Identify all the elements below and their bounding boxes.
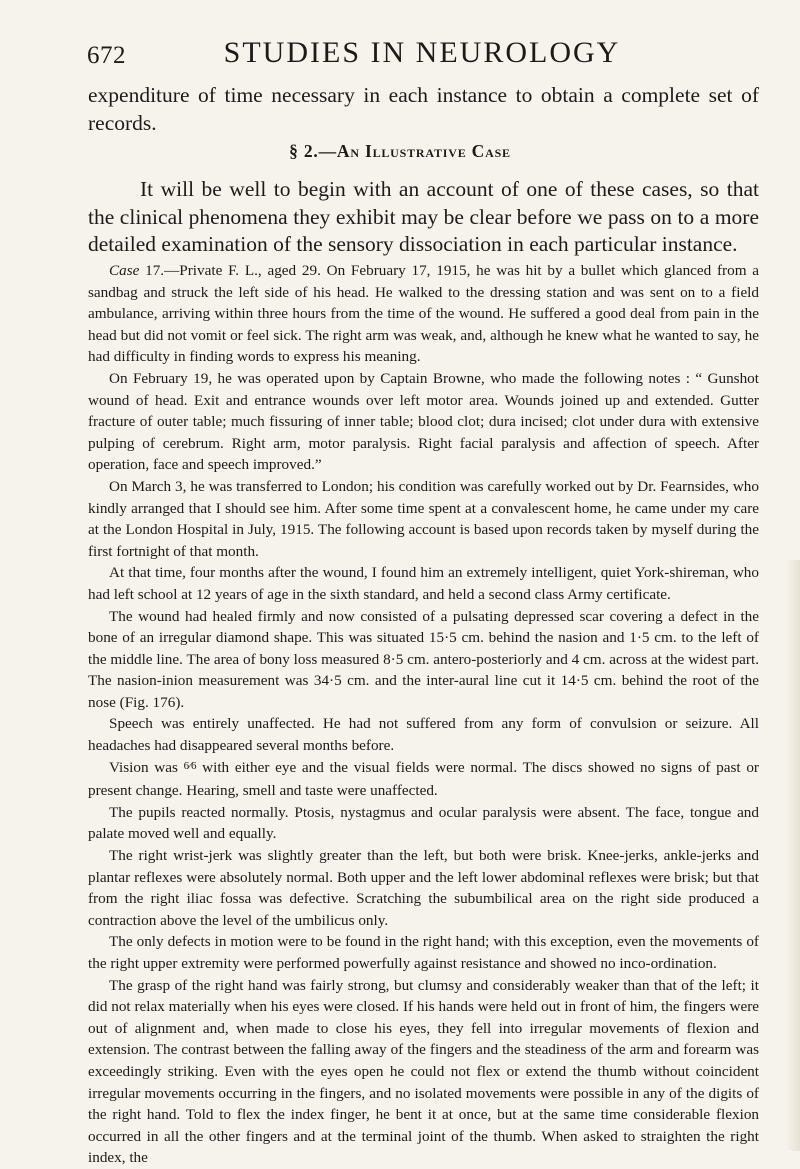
paragraph-patient: At that time, four months after the wound, I found him an extremely intelligent, quiet York-shireman, who had left school at 12 years of age in the sixth standard, and held a second class Army certificate. xyxy=(88,564,759,603)
paragraph-pupils: The pupils reacted normally. Ptosis, nystagmus and ocular paralysis were absent. The face, tongue and palate moved well and equally. xyxy=(88,803,759,843)
paragraph-wound: The wound had healed firmly and now consisted of a pulsating depressed scar covering a defect in the bone of an irregular diamond shape. This was situated 15·5 cm. behind the nasion and 1·5 cm. to the left of the middle line. The area of bony loss measured 8·5 cm. antero-posteriorly and 4 cm. across at the widest part. The nasion-inion measurement was 34·5 cm. and the inter-aural line cut it 14·5 cm. behind the root of the nose (Fig. 176). xyxy=(88,607,759,711)
lead-paragraph: It will be well to begin with an account of one of these cases, so that the clinical phenomena they exhibit may be clear before we pass on to a more detailed examination of the sensory dissociation in each particular instance. xyxy=(88,177,759,256)
running-title: STUDIES IN NEUROLOGY xyxy=(223,36,621,69)
section-title: An Illustrative Case xyxy=(336,141,511,161)
section-heading xyxy=(0,141,800,162)
case-opening-paragraph xyxy=(88,260,759,368)
paragraph-operation: On February 19, he was operated upon by Captain Browne, who made the following notes : “ Gunshot wound of head. Exit and entrance wounds over left motor area. Wounds joined up and extended. Gutter fracture of outer table; much fissuring of inner table; blood clot; dura incised; clot under dura with extensive pulping of cerebrum. Right arm, motor paralysis. Right facial paralysis and affection of speech. After operation, face and speech improved.” xyxy=(88,369,759,474)
paragraph-transfer: On March 3, he was transferred to London; his condition was carefully worked out by Dr. Fearnsides, who kindly arranged that I should see him. After some time spent at a convalescent home, he came under my care at the London Hospital in July, 1915. The following account is based upon records taken by myself during the first fortnight of that month. xyxy=(88,477,759,560)
vision-text-start: Vision was xyxy=(109,758,184,776)
section-number: § 2.— xyxy=(289,141,337,161)
page-number: 672 xyxy=(87,42,126,69)
paragraph-vision xyxy=(88,757,759,802)
vision-text-end: with either eye and the visual fields were normal. The discs showed no signs of past or present change. Hearing, smell and taste were unaffected. xyxy=(88,758,759,800)
page-edge-shading xyxy=(786,560,800,1151)
paragraph-grasp: The grasp of the right hand was fairly strong, but clumsy and considerably weaker than that of the left; it did not relax materially when his eyes were closed. If his hands were held out in front of him, the fingers were out of alignment and, when made to close his eyes, they fell into irregular movements of flexion and extension. The contrast between the falling away of the fingers and the steadiness of the arm and forearm was exceedingly striking. Even with the eyes open he could not flex or extend the thumb without coincident irregular movements occurring in the fingers, and no isolated movements were possible in any of the digits of the right hand. Told to flex the index finger, he bent it at once, but at the same time considerable flexion occurred in all the other fingers and at the terminal joint of the thumb. When asked to straighten the right index, the xyxy=(88,976,759,1167)
case-report xyxy=(88,260,759,1169)
paragraph-reflexes: The right wrist-jerk was slightly greater than the left, but both were brisk. Knee-jerks, ankle-jerks and plantar reflexes were absolutely normal. Both upper and the left lower abdominal reflexes were brisk; but that from the right iliac fossa was defective. Scratching the subumbilical area on the right side produced a contraction above the level of the umbilicus only. xyxy=(88,847,759,929)
case-opening-text: 17.—Private F. L., aged 29. On February 17, 1915, he was hit by a bullet which glanced from a sandbag and struck the left side of his head. He walked to the dressing station and was sent on to a field ambulance, arriving within three hours from the time of the wound. He suffered a good deal from pain in the head but did not vomit or feel sick. The right arm was weak, and, although he knew what he wanted to say, he had difficulty in finding words to express his meaning. xyxy=(88,262,759,366)
intro-paragraph: expenditure of time necessary in each instance to obtain a complete set of records. xyxy=(88,83,759,135)
paragraph-motion: The only defects in motion were to be found in the right hand; with this exception, even the movements of the right upper extremity were performed powerfully against resistance and showed no inco-ordination. xyxy=(88,933,759,972)
vision-fraction: 6⁄6 xyxy=(183,759,197,772)
running-header xyxy=(87,34,757,74)
case-label: Case xyxy=(109,262,140,279)
paragraph-speech: Speech was entirely unaffected. He had not suffered from any form of convulsion or seizure. All headaches had disappeared several months before. xyxy=(88,715,759,755)
